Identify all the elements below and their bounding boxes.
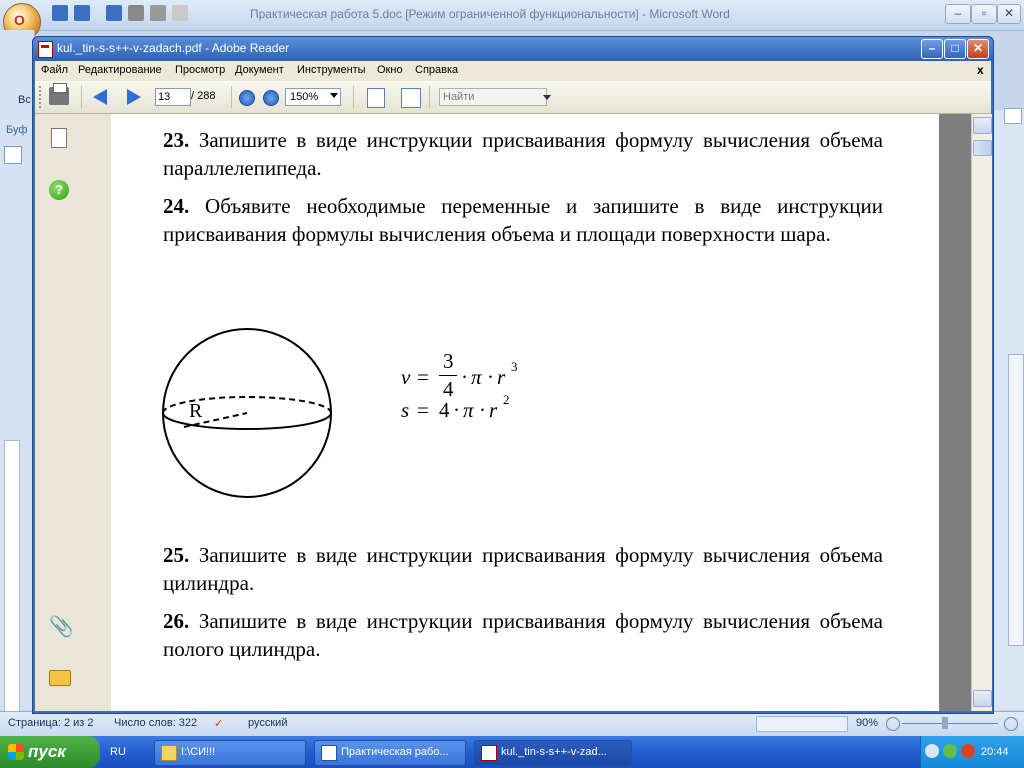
task-number: 25. bbox=[163, 543, 190, 567]
word-maximize-button[interactable]: ▫ bbox=[971, 4, 997, 24]
fit-page-icon[interactable] bbox=[367, 88, 385, 108]
formula-r: r bbox=[489, 398, 498, 422]
document-close-button[interactable]: x bbox=[977, 63, 984, 77]
formula-pi: π bbox=[463, 398, 474, 422]
scroll-up-button[interactable] bbox=[973, 117, 992, 134]
folder-icon bbox=[161, 745, 177, 761]
formula-pi: π bbox=[471, 365, 482, 389]
formula-surface bbox=[401, 392, 541, 428]
reader-vertical-scrollbar[interactable] bbox=[971, 114, 992, 711]
taskbar-button-folder[interactable] bbox=[154, 740, 306, 766]
reader-window-title: kul._tin-s-s++-v-zadach.pdf - Adobe Reader bbox=[57, 41, 290, 55]
menu-edit[interactable]: Редактирование bbox=[78, 64, 162, 76]
menu-tools[interactable]: Инструменты bbox=[297, 64, 366, 76]
menu-view[interactable]: Просмотр bbox=[175, 64, 226, 76]
toolbar-grip[interactable] bbox=[39, 86, 44, 108]
task-23 bbox=[163, 126, 883, 182]
start-button[interactable] bbox=[0, 736, 100, 768]
reader-titlebar bbox=[33, 37, 993, 61]
adobe-reader-window bbox=[32, 36, 994, 714]
zoom-out-icon[interactable] bbox=[886, 717, 900, 731]
pdf-icon bbox=[38, 41, 53, 58]
task-26 bbox=[163, 607, 883, 663]
word-right-panel bbox=[990, 110, 1024, 710]
view-buttons[interactable] bbox=[756, 716, 848, 732]
scroll-down-button[interactable] bbox=[973, 690, 992, 707]
zoom-slider[interactable] bbox=[902, 723, 998, 724]
reader-toolbar bbox=[35, 81, 991, 114]
formula-r: r bbox=[497, 365, 506, 389]
page-total: / 288 bbox=[191, 90, 216, 102]
taskbar-button-label: I:\СИ!!! bbox=[181, 746, 216, 758]
windows-logo-icon bbox=[8, 744, 24, 760]
sphere-radius-label: R bbox=[189, 400, 203, 422]
scroll-thumb[interactable] bbox=[973, 140, 992, 156]
toolbar-separator bbox=[429, 86, 430, 108]
zoom-in-icon[interactable] bbox=[1004, 717, 1018, 731]
taskbar-button-reader[interactable] bbox=[474, 740, 632, 766]
task-text: Запишите в виде инструкции присваивания формулу вычисления объема полого цилиндра. bbox=[163, 609, 883, 661]
start-label: пуск bbox=[28, 742, 66, 761]
task-text: Объявите необходимые переменные и запишите в виде инструкции присваивания формулы вычисления объема и площади поверхности шара. bbox=[163, 194, 884, 246]
formula-denominator: 4 bbox=[443, 377, 454, 401]
alert-icon[interactable] bbox=[961, 744, 975, 758]
status-language[interactable]: русский bbox=[248, 717, 288, 729]
attachment-icon[interactable]: 📎 bbox=[49, 616, 74, 638]
formula-exponent: 2 bbox=[503, 392, 510, 407]
chevron-down-icon bbox=[330, 93, 338, 98]
find-input[interactable] bbox=[439, 88, 547, 106]
word-minimize-button[interactable]: – bbox=[945, 4, 971, 24]
formula-dot: · bbox=[461, 365, 468, 389]
task-24 bbox=[163, 192, 883, 248]
language-indicator[interactable]: RU bbox=[110, 746, 126, 758]
word-close-button[interactable]: ✕ bbox=[997, 4, 1021, 24]
status-word-count[interactable]: Число слов: 322 bbox=[114, 717, 198, 729]
task-number: 23. bbox=[163, 128, 190, 152]
taskbar bbox=[0, 736, 1024, 768]
ruler-tab-selector[interactable] bbox=[4, 146, 22, 164]
toolbar-separator bbox=[231, 86, 232, 108]
document-area bbox=[111, 114, 971, 711]
taskbar-button-label: Практическая рабо... bbox=[341, 746, 449, 758]
redo-icon[interactable] bbox=[106, 5, 122, 21]
toolbar-separator bbox=[81, 86, 82, 108]
zoom-value: 150% bbox=[290, 91, 319, 103]
system-tray bbox=[920, 736, 1024, 768]
reader-menubar bbox=[35, 61, 991, 81]
word-window-title: Практическая работа 5.doc [Режим ограниченной функциональности] - Microsoft Word bbox=[250, 7, 730, 21]
menu-document[interactable]: Документ bbox=[235, 64, 284, 76]
status-zoom[interactable]: 90% bbox=[856, 717, 879, 729]
print-icon[interactable] bbox=[49, 87, 69, 105]
zoom-slider-thumb[interactable] bbox=[942, 717, 948, 729]
preview-icon[interactable] bbox=[150, 5, 166, 21]
zoom-out-icon[interactable] bbox=[239, 90, 255, 106]
word-doc-icon bbox=[321, 745, 337, 761]
task-text: Запишите в виде инструкции присваивания формулу вычисления объема цилиндра. bbox=[163, 543, 883, 595]
menu-file[interactable]: Файл bbox=[41, 64, 69, 76]
help-icon[interactable]: ? bbox=[49, 180, 69, 200]
sphere-figure bbox=[159, 326, 339, 506]
taskbar-button-word[interactable] bbox=[314, 740, 466, 766]
formula-dot: · bbox=[453, 398, 460, 422]
network-icon[interactable] bbox=[943, 744, 957, 758]
toolbar-separator bbox=[353, 86, 354, 108]
undo-icon[interactable] bbox=[74, 5, 90, 21]
reader-minimize-button[interactable]: – bbox=[921, 39, 943, 59]
word-ribbon-fragment: Буф bbox=[6, 124, 28, 136]
task-number: 26. bbox=[163, 609, 190, 633]
fraction-bar bbox=[439, 375, 457, 376]
proofing-icon[interactable]: ✓ bbox=[214, 718, 224, 730]
previous-page-icon[interactable] bbox=[93, 89, 107, 105]
office-logo-icon: O bbox=[14, 12, 25, 28]
word-ribbon-fragment: Вс bbox=[18, 94, 31, 106]
print-qat-icon[interactable] bbox=[128, 5, 144, 21]
reader-maximize-button[interactable]: □ bbox=[944, 39, 966, 59]
formula-coefficient: 4 bbox=[439, 398, 450, 422]
navigation-panel bbox=[35, 114, 111, 711]
menu-window[interactable]: Окно bbox=[377, 64, 403, 76]
formula-exponent: 3 bbox=[511, 359, 518, 374]
formula-lhs: v bbox=[401, 365, 411, 389]
tray-arrow-icon[interactable] bbox=[925, 744, 939, 758]
taskbar-button-label: kul._tin-s-s++-v-zad... bbox=[501, 746, 607, 758]
formula-dot: · bbox=[479, 398, 486, 422]
pdf-page bbox=[111, 114, 939, 711]
word-titlebar bbox=[0, 0, 1024, 31]
page-number-input[interactable] bbox=[155, 88, 191, 106]
word-vertical-scrollbar[interactable] bbox=[1008, 354, 1024, 646]
status-page[interactable]: Страница: 2 из 2 bbox=[8, 717, 94, 729]
fit-width-icon[interactable] bbox=[401, 88, 421, 108]
zoom-in-icon[interactable] bbox=[263, 90, 279, 106]
pdf-icon bbox=[481, 745, 497, 761]
reader-close-button[interactable]: ✕ bbox=[967, 39, 989, 59]
clock: 20:44 bbox=[981, 746, 1009, 758]
formula-numerator: 3 bbox=[443, 349, 454, 373]
word-status-bar bbox=[0, 711, 1024, 736]
formula-eq: = bbox=[417, 398, 429, 422]
find-dropdown-icon[interactable] bbox=[543, 95, 551, 100]
next-page-icon[interactable] bbox=[127, 89, 141, 105]
task-25 bbox=[163, 541, 883, 597]
formula-lhs: s bbox=[401, 398, 410, 422]
view-ruler-icon[interactable] bbox=[1004, 108, 1022, 124]
formula-eq: = bbox=[417, 365, 429, 389]
menu-help[interactable]: Справка bbox=[415, 64, 459, 76]
spell-icon[interactable] bbox=[172, 5, 188, 21]
vertical-ruler bbox=[4, 440, 20, 712]
zoom-select[interactable] bbox=[285, 88, 341, 106]
formula-dot: · bbox=[487, 365, 494, 389]
task-number: 24. bbox=[163, 194, 190, 218]
task-text: Запишите в виде инструкции присваивания формулу вычисления объема параллелепипеда. bbox=[163, 128, 883, 180]
save-icon[interactable] bbox=[52, 5, 68, 21]
pages-icon[interactable] bbox=[51, 128, 67, 148]
comments-icon[interactable] bbox=[49, 670, 71, 686]
